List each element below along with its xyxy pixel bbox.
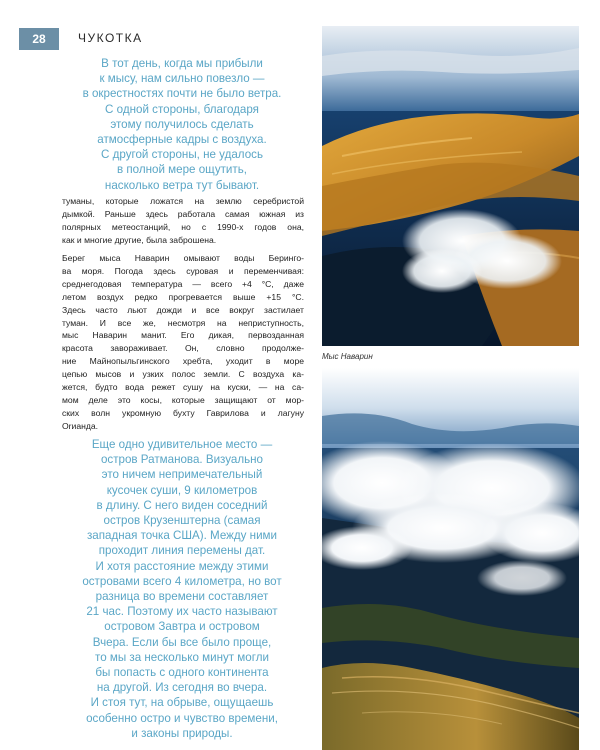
text-line: полярных метеостанций, но с 1990-х годов она, [62, 221, 304, 232]
quote-line: остров Крузенштерна (самая [103, 514, 261, 528]
text-line: туманы, которые ложатся на землю серебристой [62, 196, 304, 206]
body-paragraph-2 [62, 252, 304, 433]
pull-quote-bottom [56, 437, 308, 741]
quote-line: В тот день, когда мы прибыли [101, 57, 263, 70]
text-line: дымкой. Раньше здесь работала самая южная из [62, 208, 304, 219]
quote-line: то мы за несколько минут могли [95, 650, 269, 664]
text-line: мыс Наварин манит. Его дикая, первозданная [62, 330, 304, 341]
text-line: среднегодовая температура — всего +4 °С, даже [62, 278, 304, 289]
quote-line: в длину. С него виден соседний [96, 498, 268, 512]
quote-line: островами всего 4 километра, но вот [82, 574, 282, 588]
text-line: красота завораживает. Он, словно продолже- [62, 343, 304, 354]
quote-line: остров Ратманова. Визуально [100, 453, 264, 467]
text-line: Здесь часто льют дожди и все вокруг застилает [62, 304, 304, 315]
quote-line: Вчера. Если бы все было проще, [92, 635, 272, 649]
quote-line: кусочек суши, 9 километров [106, 483, 258, 497]
quote-line: Еще одно удивительное место — [91, 438, 273, 451]
pull-quote-top [62, 56, 302, 193]
quote-line: 21 час. Поэтому их часто называют [86, 605, 278, 619]
text-line: Берег мыса Наварин омывают воды Беринго- [62, 253, 304, 263]
text-line: цепью мысов и узких полос земли. С воздуха ка- [62, 369, 304, 380]
text-line: ва моря. Погода здесь суровая и переменчивая: [62, 265, 304, 276]
text-line: Orианда. [62, 420, 99, 431]
quote-line: особенно остро и чувство времени, [86, 711, 278, 725]
text-line: ских волн укромную бухту Гаврилова и лагуну [62, 407, 304, 418]
quote-line: этому получилось сделать [110, 117, 254, 131]
text-line: ние Майнопыльгинского хребта, уходит в море [62, 356, 304, 367]
aerial-photo-ratmanov-island [322, 368, 579, 750]
photo-caption: Мыс Наварин [322, 352, 373, 361]
text-line: как и многие другие, была заброшена. [62, 234, 217, 245]
quote-line: насколько ветра тут бывают. [104, 178, 260, 192]
quote-line: в окрестностях почти не было ветра. [82, 87, 282, 101]
quote-line: И стоя тут, на обрыве, ощущаешь [90, 696, 274, 710]
text-line: мом деле это косы, которые защищают от мор- [62, 394, 304, 405]
body-paragraph-1 [62, 195, 304, 247]
quote-line: западная точка США). Между ними [86, 529, 278, 543]
quote-line: к мысу, нам сильно повезло — [99, 72, 265, 86]
quote-line: на другой. Из сегодня во вчера. [96, 681, 268, 695]
quote-line: С другой стороны, не удалось [101, 148, 263, 162]
quote-line: бы попасть с одного континента [95, 666, 269, 680]
quote-line: в полной мере ощутить, [117, 163, 247, 177]
quote-line: проходит линия перемены дат. [98, 544, 266, 558]
quote-line: и законы природы. [131, 726, 233, 740]
page-number: 28 [19, 28, 59, 50]
quote-line: островом Завтра и островом [104, 620, 260, 634]
quote-line: это ничем непримечательный [101, 468, 263, 482]
text-line: туман. И все же, несмотря на неприступность, [62, 317, 304, 328]
aerial-photo-cape-navarin [322, 26, 579, 346]
text-line: летом воздух редко прогревается выше +15 °С. [62, 291, 304, 302]
quote-line: атмосферные кадры с воздуха. [97, 133, 267, 147]
quote-line: С одной стороны, благодаря [105, 102, 259, 116]
text-line: жется, будто вода режет сушу на куски, — на са- [62, 382, 304, 393]
section-title: ЧУКОТКА [78, 31, 143, 45]
quote-line: И хотя расстояние между этими [95, 559, 269, 573]
quote-line: разница во времени составляет [95, 590, 269, 604]
